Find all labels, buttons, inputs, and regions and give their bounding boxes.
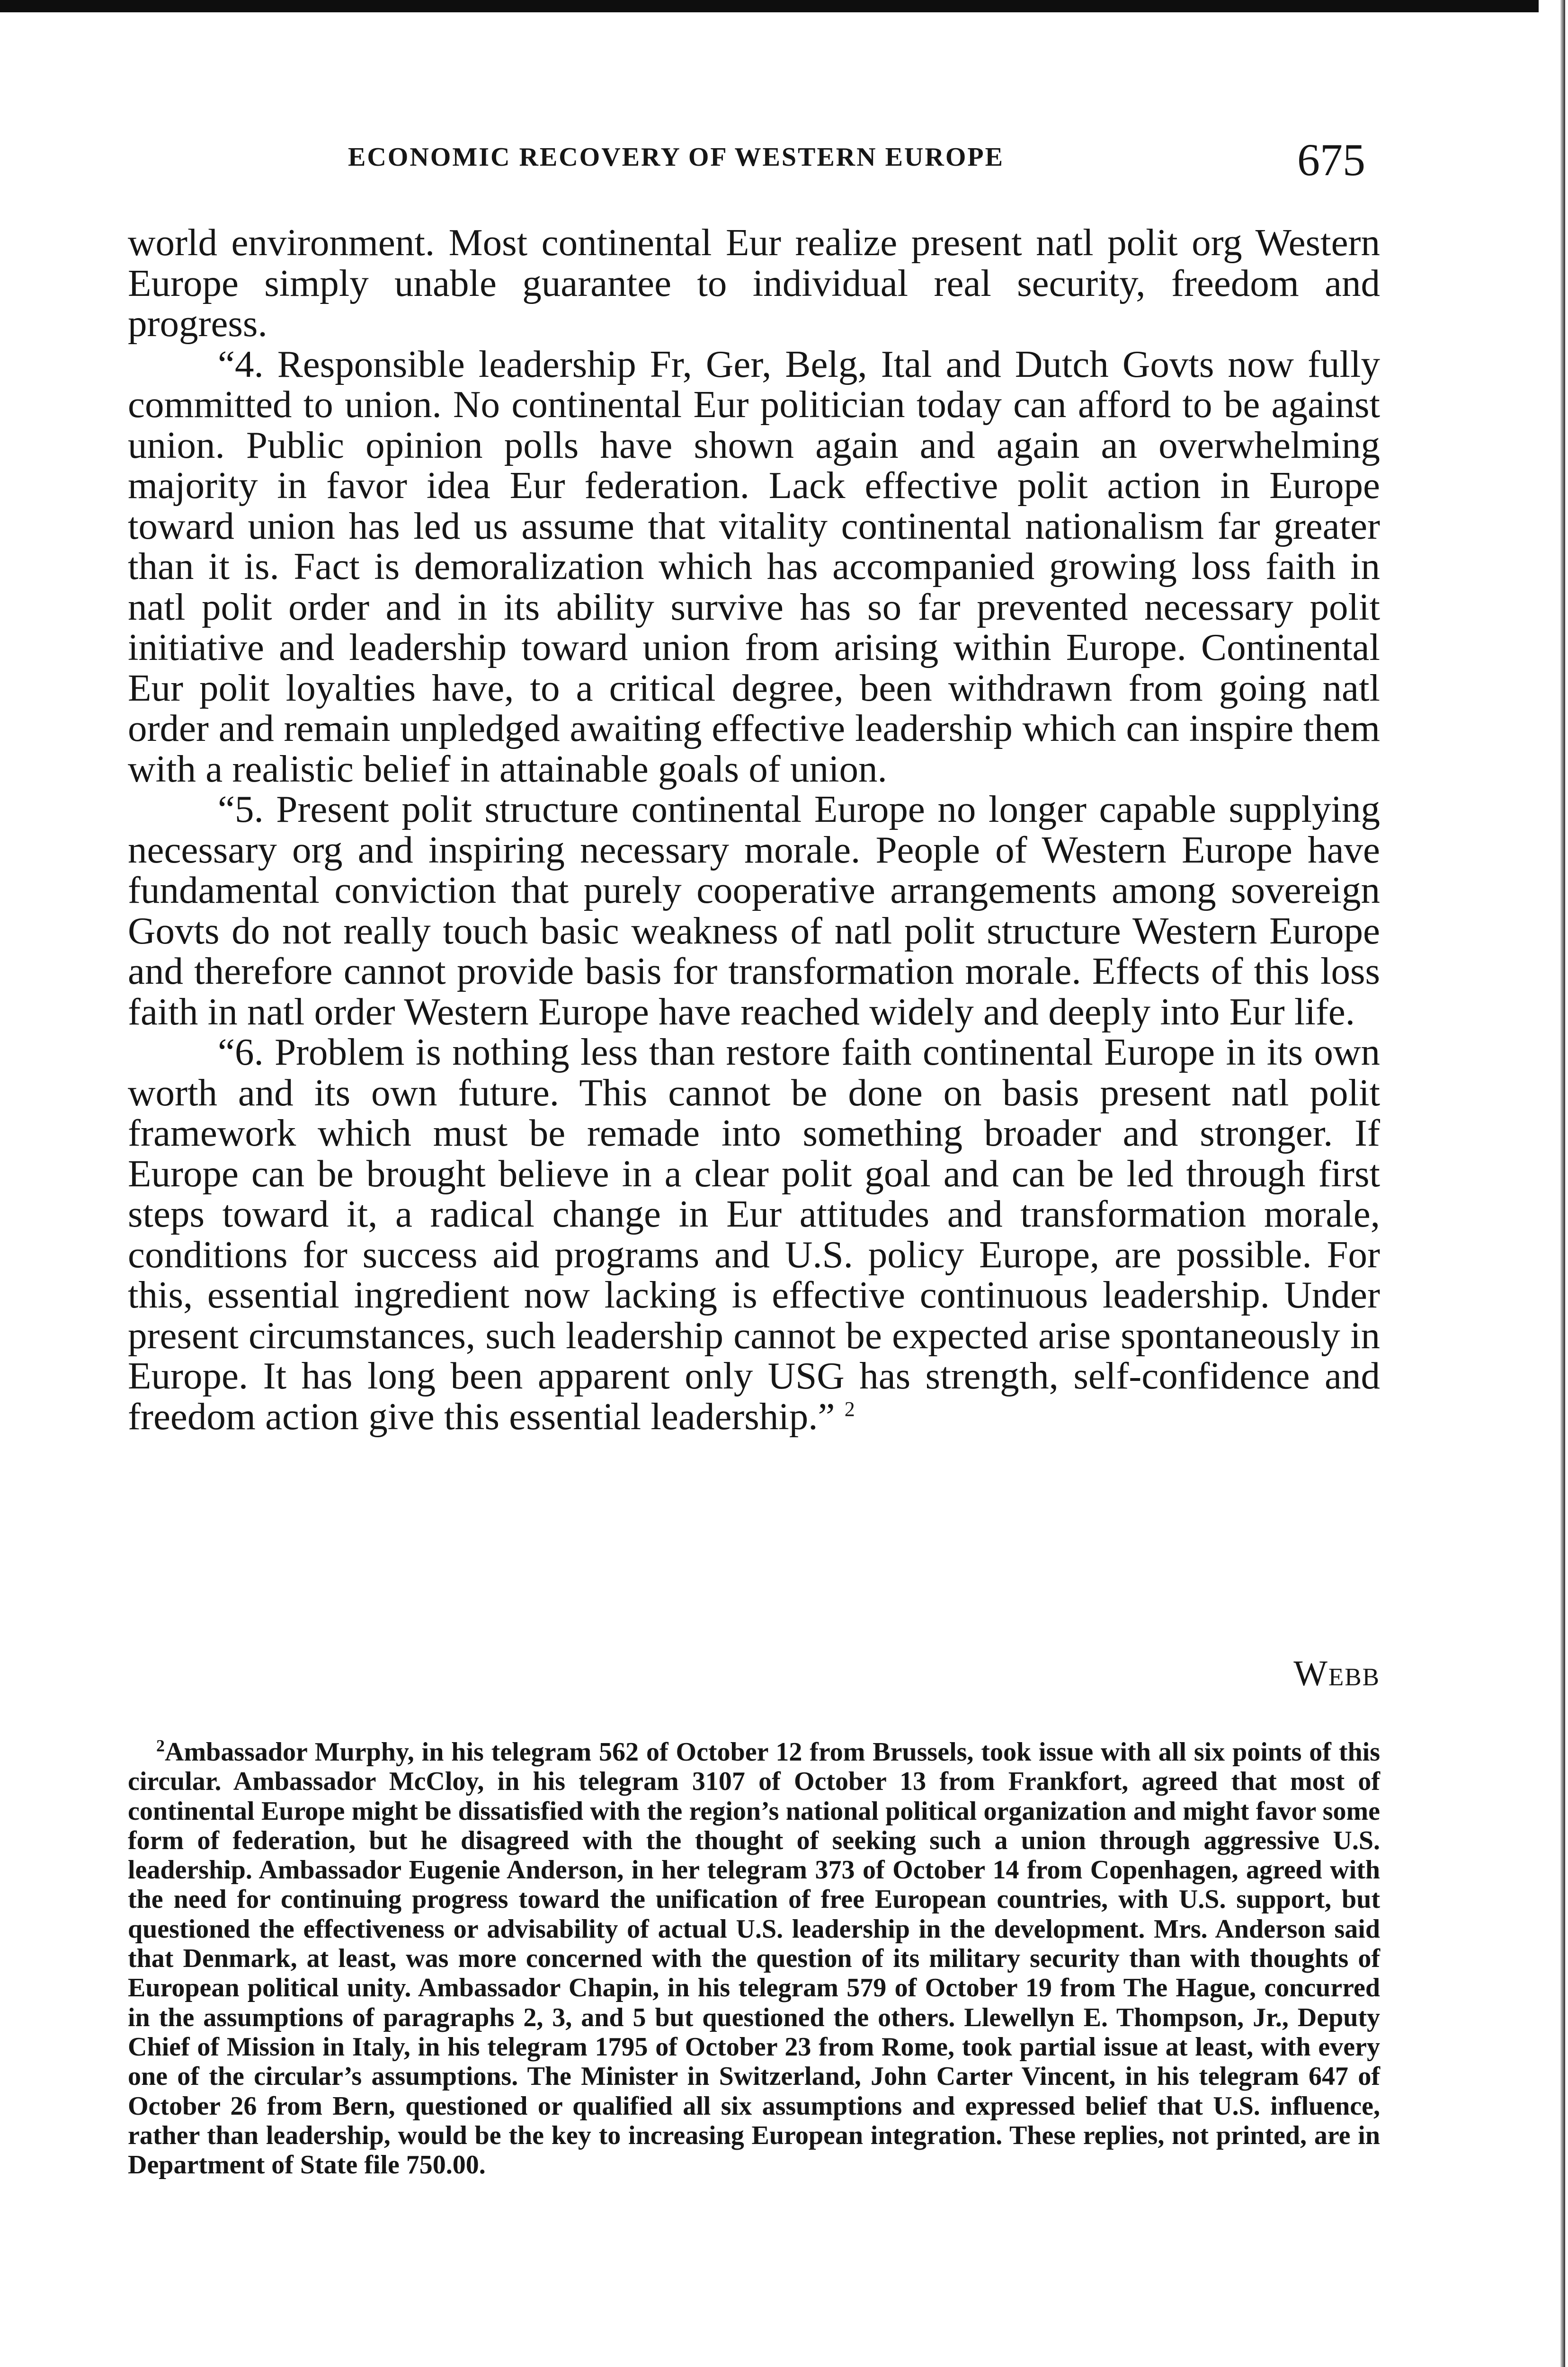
body-text [128,222,1380,1437]
paragraph-6-text: “6. Problem is nothing less than restore faith continental Europe in its own worth and its own future. This cannot be done on basis present natl polit framework which must be remade into something broader and stronger. If Europe can be brought believe in a clear polit goal and can be led through first steps toward it, a radical change in Eur attitudes and transformation morale, conditions for success aid programs and U.S. policy Europe, are possible. For this, essential ingredient now lacking is effective continuous leadership. Under present circumstances, such leadership cannot be expected arise spontaneously in Europe. It has long been apparent only USG has strength, self-confidence and freedom action give this essential leadership.” [128,1031,1380,1438]
signature: Webb [1293,1654,1380,1693]
running-head: ECONOMIC RECOVERY OF WESTERN EUROPE [348,142,1004,172]
top-border-rule [0,0,1539,12]
paragraph-6 [128,1032,1380,1437]
paragraph-continuation: world environment. Most continental Eur realize present natl polit org Western Europe simply unable guarantee to individual real security, freedom and progress. [128,221,1380,345]
footnote-text: Ambassador Murphy, in his telegram 562 of October 12 from Brussels, took issue with all six points of this circular. Ambassador McCloy, in his telegram 3107 of October 13 from Frankfort, agreed that most of continental Europe might be dissatisfied with the region’s national political organization and might favor some form of federation, but he disagreed with the thought of seeking such a union through aggressive U.S. leadership. Ambassador Eugenie Anderson, in her telegram 373 of October 14 from Copenhagen, agreed with the need for continuing progress toward the unification of free European countries, with U.S. support, but questioned the effectiveness or advisability of actual U.S. leadership in the development. Mrs. Anderson said that Denmark, at least, was more concerned with the question of its military security than with thoughts of European political unity. Ambassador Chapin, in his telegram 579 of October 19 from The Hague, concurred in the assumptions of paragraphs 2, 3, and 5 but questioned the others. Llewellyn E. Thompson, Jr., Deputy Chief of Mission in Italy, in his telegram 1795 of October 23 from Rome, took partial issue at least, with every one of the circular’s assumptions. The Minister in Switzerland, John Carter Vincent, in his telegram 647 of October 26 from Bern, questioned or qualified all six assumptions and expressed belief that U.S. influence, rather than leadership, would be the key to increasing European integration. These replies, not printed, are in Department of State file 750.00. [128,1737,1380,2180]
paragraph-4: “4. Responsible leadership Fr, Ger, Belg, Ital and Dutch Govts now fully committed to union. No continental Eur politician today can afford to be against union. Public opinion polls have shown again and again an overwhelming majority in favor idea Eur federation. Lack effective polit action in Europe toward union has led us assume that vitality continental nationalism far greater than it is. Fact is demoralization which has accompanied growing loss faith in natl polit order and in its ability survive has so far prevented necessary polit initiative and leadership toward union from arising within Europe. Continental Eur polit loyalties have, to a critical degree, been withdrawn from going natl order and remain unpledged awaiting effective leadership which can inspire them with a realistic belief in attainable goals of union. [128,342,1380,790]
page-number: 675 [1297,134,1365,185]
paragraph-5: “5. Present polit structure continental Europe no longer capable supplying necessary org and inspiring necessary morale. People of Western Europe have fundamental conviction that purely cooperative arrangements among sovereign Govts do not really touch basic weakness of natl polit structure Western Europe and therefore cannot provide basis for transformation morale. Effects of this loss faith in natl order Western Europe have reached widely and deeply into Eur life. [128,788,1380,1033]
footnote [128,1737,1380,2180]
footnote-reference: 2 [844,1397,855,1421]
footnote-marker: 2 [156,1736,165,1755]
page-edge-shadow [1560,0,1565,2367]
